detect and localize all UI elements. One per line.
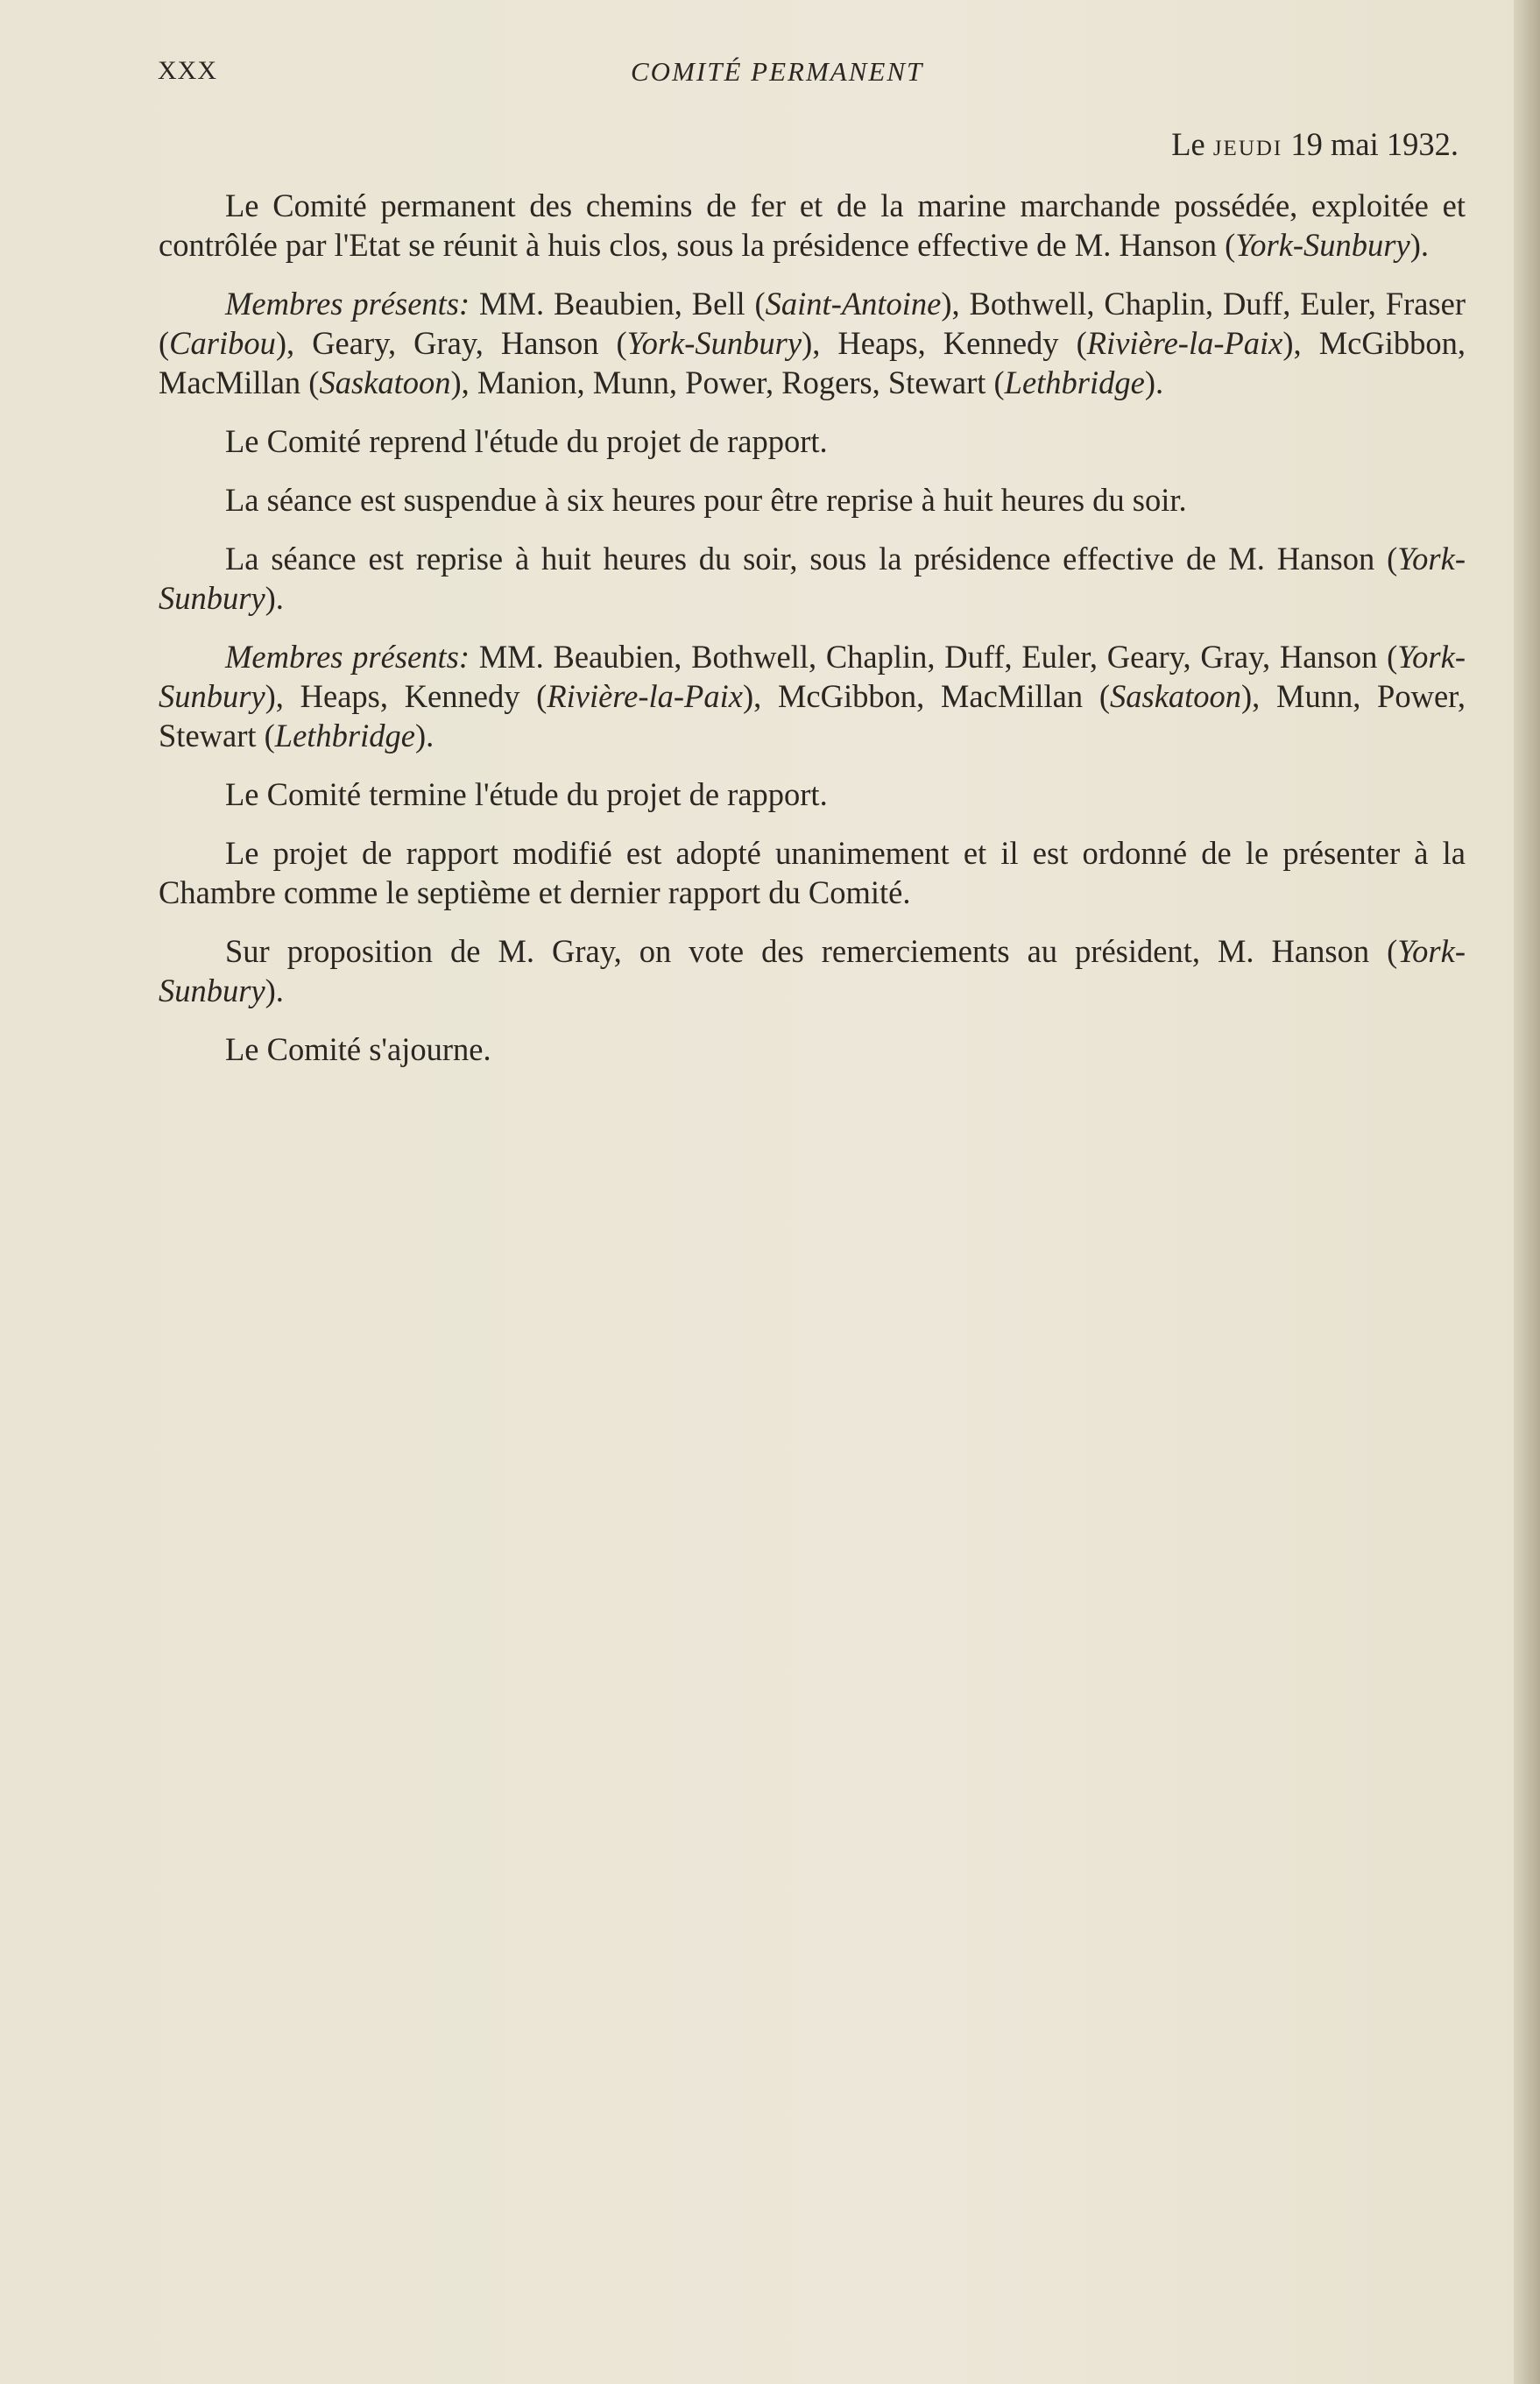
paragraph-opening [159, 186, 1466, 265]
paragraph-end: ). [265, 580, 284, 616]
paragraph-text: ), Geary, Gray, Hanson ( [275, 325, 627, 361]
riding-name: York-Sunbury [159, 541, 1466, 616]
paragraph-report-adopted: Le projet de rapport modifié est adopté unanimement et il est ordonné de le présenter à la Chambre comme le septième et dernier rapport du Comité. [159, 835, 1466, 910]
riding-name: Rivière-la-Paix [547, 678, 743, 714]
paragraph-text: ), McGibbon, MacMillan ( [742, 678, 1110, 714]
riding-name: Rivière-la-Paix [1086, 325, 1283, 361]
date-value: 19 mai 1932. [1290, 126, 1459, 162]
page-binding-edge [1514, 0, 1540, 2384]
paragraph-members-present-1 [159, 284, 1466, 402]
riding-name: Caribou [169, 325, 276, 361]
running-title: COMITÉ PERMANENT [631, 56, 924, 87]
riding-name: Saskatoon [319, 364, 451, 400]
paragraph-text: ). [1144, 364, 1164, 400]
paragraph-resumption [159, 539, 1466, 618]
paragraph-members-present-2 [159, 637, 1466, 755]
paragraph-text: ), Munn, Power, Stewart ( [159, 678, 1466, 753]
paragraph-text: La séance est reprise à huit heures du soir, sous la présidence effective de M. Hanson ( [225, 541, 1398, 577]
paragraph-end: ). [265, 973, 284, 1008]
document-body [159, 124, 1466, 1088]
paragraph-text: MM. Beaubien, Bothwell, Chaplin, Duff, Euler, Geary, Gray, Hanson ( [470, 639, 1398, 675]
paragraph-text: MM. Beaubien, Bell ( [470, 286, 766, 322]
riding-name: Saskatoon [1109, 678, 1242, 714]
paragraph-text: ). [414, 718, 434, 753]
page-header [158, 56, 1472, 91]
riding-name: York-Sunbury [159, 933, 1466, 1008]
riding-name: York-Sunbury [159, 639, 1466, 714]
paragraph-end: ). [1409, 227, 1429, 263]
riding-name: York-Sunbury [626, 325, 802, 361]
members-label: Membres présents: [225, 639, 470, 675]
riding-name: Lethbridge [1004, 364, 1145, 400]
paragraph-adjournment: Le Comité s'ajourne. [225, 1031, 491, 1067]
paragraph-text: ), Manion, Munn, Power, Rogers, Stewart ( [450, 364, 1005, 400]
page-number: XXX [158, 56, 217, 85]
paragraph-text: ), Heaps, Kennedy ( [802, 325, 1087, 361]
paragraph-text: ), McGibbon, MacMillan ( [159, 325, 1466, 400]
date-weekday: JEUDI [1212, 137, 1283, 160]
paragraph-text: ), Heaps, Kennedy ( [265, 678, 547, 714]
riding-name: York-Sunbury [1235, 227, 1410, 263]
meeting-date [159, 124, 1459, 168]
riding-name: Saint-Antoine [765, 286, 942, 322]
paragraph-text: ), Bothwell, Chaplin, Duff, Euler, Fraser ( [159, 286, 1466, 361]
paragraph-text: Sur proposition de M. Gray, on vote des remerciements au président, M. Hanson ( [225, 933, 1398, 969]
date-prefix: Le [1171, 126, 1205, 162]
paragraph-thanks [159, 931, 1466, 1010]
riding-name: Lethbridge [274, 718, 415, 753]
paragraph-resume-study: Le Comité reprend l'étude du projet de rapport. [225, 423, 828, 459]
paragraph-suspension: La séance est suspendue à six heures pour être reprise à huit heures du soir. [225, 482, 1187, 518]
members-label: Membres présents: [225, 286, 470, 322]
paragraph-text: Le Comité permanent des chemins de fer et de la marine marchande possédée, exploitée et contrôlée par l'Etat se réunit à huis clos, sous la présidence effective de M. Hanson ( [159, 187, 1466, 263]
paragraph-end-study: Le Comité termine l'étude du projet de rapport. [225, 776, 828, 812]
